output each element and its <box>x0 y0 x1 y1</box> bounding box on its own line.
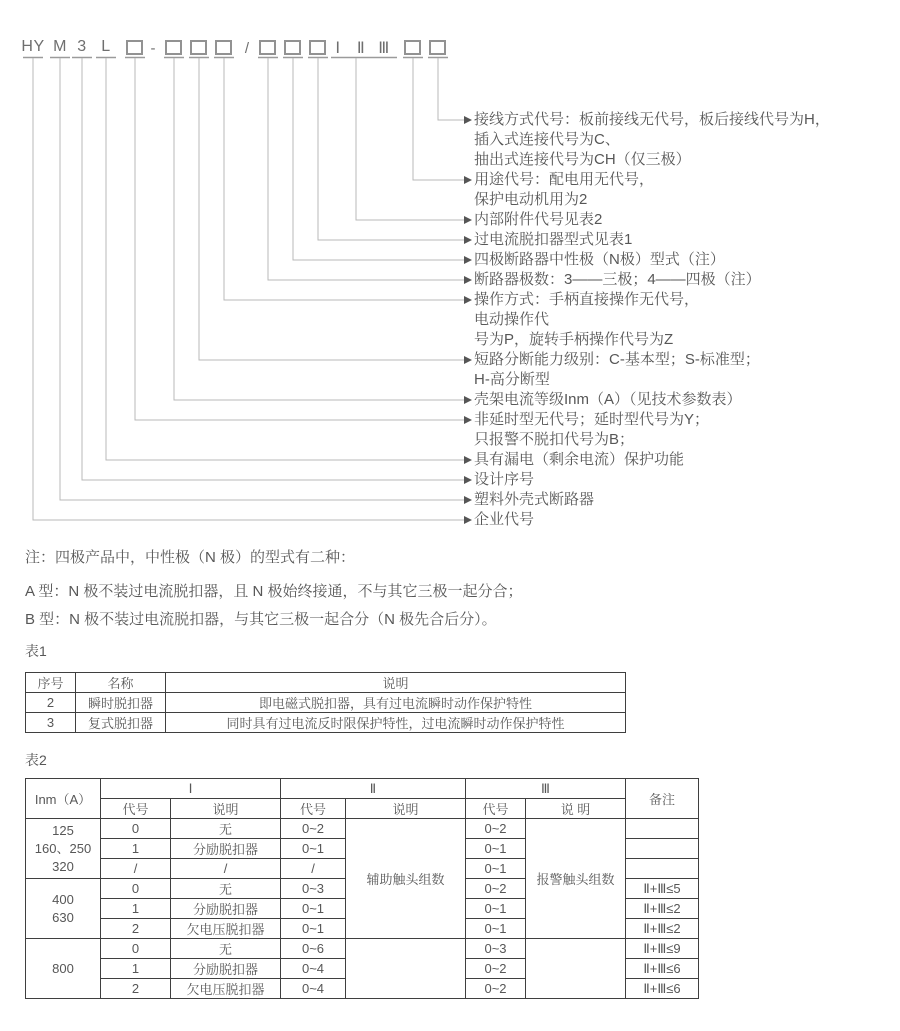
table2-caption: 表2 <box>25 752 47 768</box>
table2-cell-i-code: / <box>101 859 171 879</box>
table1-caption: 表1 <box>25 643 47 659</box>
leader-line <box>318 58 464 240</box>
table2-cell-ii-code: 0~1 <box>281 899 346 919</box>
table2-cell-iii-code: 0~2 <box>466 979 526 999</box>
table1-cell: 复式脱扣器 <box>76 713 166 733</box>
table1-cell: 3 <box>26 713 76 733</box>
code-separator: / <box>244 40 250 57</box>
table2-cell-i-code: 1 <box>101 899 171 919</box>
table2-remark-cell: Ⅱ+Ⅲ≤6 <box>626 979 699 999</box>
code-label-line: 抽出式连接代号为CH（仅三极） <box>474 151 691 168</box>
code-label-line: 内部附件代号见表2 <box>474 211 603 228</box>
table2-cell-i-desc: 分励脱扣器 <box>171 839 281 859</box>
table2-row <box>26 819 699 839</box>
code-label <box>474 290 699 350</box>
code-roman-numeral: Ⅲ <box>378 40 390 57</box>
table2-aux-label-cell: 辅助触头组数 <box>346 819 466 939</box>
code-label-line: 电动操作代 <box>474 311 550 328</box>
code-label-line: 具有漏电（剩余电流）保护功能 <box>474 451 685 468</box>
note-line: 注：四极产品中，中性极（N 极）的型式有二种： <box>25 549 356 566</box>
code-box <box>404 40 421 55</box>
table2-remark-cell: Ⅱ+Ⅲ≤5 <box>626 879 699 899</box>
code-label-line: 非延时型无代号；延时型代号为Y； <box>474 411 710 428</box>
arrow-icon <box>464 416 472 424</box>
code-separator: - <box>150 40 156 57</box>
table1-cell: 瞬时脱扣器 <box>76 693 166 713</box>
code-label-line: 设计序号 <box>474 471 535 488</box>
code-label-line: 断路器极数：3——三极；4——四极（注） <box>474 271 761 288</box>
table2-cell-ii-code: / <box>281 859 346 879</box>
code-label-line: H-高分断型 <box>474 371 550 388</box>
code-box <box>309 40 326 55</box>
arrow-icon <box>464 276 472 284</box>
table2-inm-cell <box>26 879 101 939</box>
arrow-icon <box>464 476 472 484</box>
table2-cell-i-code: 0 <box>101 879 171 899</box>
code-box <box>429 40 446 55</box>
inm-value-line: 400 <box>52 891 74 907</box>
table2-inm-cell <box>26 819 101 879</box>
code-roman-numeral: Ⅱ <box>356 40 366 57</box>
table2-cell-i-desc: 无 <box>171 939 281 959</box>
arrow-icon <box>464 236 472 244</box>
code-label <box>474 230 632 250</box>
code-label-line: 过电流脱扣器型式见表1 <box>474 231 633 248</box>
table2-cell-iii-code: 0~1 <box>466 899 526 919</box>
table1 <box>25 672 626 733</box>
table2-cell-iii-code: 0~1 <box>466 919 526 939</box>
code-label-line: 塑料外壳式断路器 <box>474 491 595 508</box>
table2-body <box>26 819 699 999</box>
table2-row <box>26 939 699 959</box>
arrow-icon <box>464 116 472 124</box>
code-symbol: HY <box>21 38 45 55</box>
code-label <box>474 350 760 390</box>
table2-cell-ii-code: 0~1 <box>281 919 346 939</box>
table2-cell-iii-code: 0~1 <box>466 839 526 859</box>
leader-line <box>174 58 464 400</box>
code-label <box>474 390 742 410</box>
code-label-line: 短路分断能力级别：C-基本型；S-标准型； <box>474 351 760 368</box>
table2 <box>25 778 699 999</box>
table1-row <box>26 693 626 713</box>
note-line: A 型：N 极不装过电流脱扣器，且 N 极始终接通，不与其它三极一起分合； <box>25 583 523 600</box>
table2-subheader-cell: 说明 <box>171 799 281 819</box>
inm-value-line: 800 <box>52 960 74 976</box>
inm-value-line: 320 <box>52 858 74 874</box>
table2-cell-ii-code: 0~4 <box>281 979 346 999</box>
table1-cell: 同时具有过电流反时限保护特性，过电流瞬时动作保护特性 <box>166 713 626 733</box>
table2-cell-i-desc: 欠电压脱扣器 <box>171 979 281 999</box>
table2-cell-i-code: 2 <box>101 979 171 999</box>
leader-line <box>33 58 464 520</box>
table2-aux-empty-cell <box>346 939 466 999</box>
table2-remark-cell: Ⅱ+Ⅲ≤6 <box>626 959 699 979</box>
table1-header-row <box>26 673 626 693</box>
table2-subheader-cell: 代号 <box>101 799 171 819</box>
code-label-line: 号为P，旋转手柄操作代号为Z <box>474 331 674 348</box>
table2-header-row <box>26 779 699 799</box>
table2-header-group: Ⅲ <box>466 779 626 799</box>
leader-line <box>60 58 464 500</box>
table2-cell-i-desc: 分励脱扣器 <box>171 899 281 919</box>
table2-subheader-cell: 代号 <box>466 799 526 819</box>
arrow-icon <box>464 516 472 524</box>
leader-line <box>438 58 464 120</box>
table2-cell-ii-code: 0~3 <box>281 879 346 899</box>
table2-cell-iii-code: 0~2 <box>466 819 526 839</box>
code-label <box>474 270 761 290</box>
table2-header-group: Ⅱ <box>281 779 466 799</box>
table2-cell-ii-code: 0~2 <box>281 819 346 839</box>
code-label-line: 壳架电流等级Inm（A）（见技术参数表） <box>474 391 742 408</box>
table2-cell-i-desc: 无 <box>171 819 281 839</box>
table1-header-cell: 名称 <box>76 673 166 693</box>
code-label <box>474 490 594 510</box>
table2-remark-cell: Ⅱ+Ⅲ≤9 <box>626 939 699 959</box>
arrow-icon <box>464 216 472 224</box>
code-box <box>215 40 232 55</box>
code-label <box>474 170 654 210</box>
code-label <box>474 470 534 490</box>
code-label <box>474 210 602 230</box>
table1-body <box>26 693 626 733</box>
leader-line <box>268 58 464 280</box>
code-box <box>190 40 207 55</box>
table2-subheader-cell: 说明 <box>346 799 466 819</box>
code-label-line: 用途代号：配电用无代号， <box>474 171 655 188</box>
table2-remark-cell: Ⅱ+Ⅲ≤2 <box>626 919 699 939</box>
code-box <box>284 40 301 55</box>
table2-header-group: Ⅰ <box>101 779 281 799</box>
table2-remark-cell <box>626 839 699 859</box>
arrow-icon <box>464 256 472 264</box>
table2-alarm-label-cell: 报警触头组数 <box>526 819 626 939</box>
inm-value-line: 160、250 <box>34 840 92 856</box>
table2-header-inm: Inm（A） <box>26 779 101 819</box>
table2-cell-ii-code: 0~1 <box>281 839 346 859</box>
table2-cell-i-code: 2 <box>101 919 171 939</box>
table1-header-cell: 说明 <box>166 673 626 693</box>
code-label-line: 保护电动机用为2 <box>474 191 588 208</box>
code-box <box>259 40 276 55</box>
table2-cell-i-code: 0 <box>101 819 171 839</box>
table2-cell-i-code: 1 <box>101 959 171 979</box>
table2-remark-cell: Ⅱ+Ⅲ≤2 <box>626 899 699 919</box>
table2-cell-ii-code: 0~4 <box>281 959 346 979</box>
table2-subheader-cell: 说 明 <box>526 799 626 819</box>
code-symbol: L <box>101 38 111 55</box>
table2-header-remark: 备注 <box>626 779 699 819</box>
inm-value-line: 125 <box>52 822 74 838</box>
table2-cell-i-desc: 分励脱扣器 <box>171 959 281 979</box>
table2-alarm-empty-cell <box>526 939 626 999</box>
table1-head <box>26 673 626 693</box>
code-box <box>126 40 143 55</box>
arrow-icon <box>464 296 472 304</box>
inm-value-line: 630 <box>52 909 74 925</box>
code-label <box>474 510 534 530</box>
arrow-icon <box>464 176 472 184</box>
code-roman-numeral: Ⅰ <box>335 40 341 57</box>
table2-subheader-cell: 代号 <box>281 799 346 819</box>
arrow-icon <box>464 396 472 404</box>
table2-cell-i-desc: 欠电压脱扣器 <box>171 919 281 939</box>
table2-cell-i-desc: / <box>171 859 281 879</box>
arrow-icon <box>464 356 472 364</box>
code-label <box>474 110 830 170</box>
table1-cell: 即电磁式脱扣器，具有过电流瞬时动作保护特性 <box>166 693 626 713</box>
code-symbol: M <box>53 38 67 55</box>
table2-inm-cell <box>26 939 101 999</box>
code-label-line: 接线方式代号：板前接线无代号，板后接线代号为H， <box>474 111 830 128</box>
table2-cell-i-desc: 无 <box>171 879 281 899</box>
table2-cell-iii-code: 0~1 <box>466 859 526 879</box>
code-label <box>474 410 709 450</box>
table2-remark-cell <box>626 859 699 879</box>
leader-line <box>135 58 464 420</box>
table1-row <box>26 713 626 733</box>
code-label-line: 企业代号 <box>474 511 535 528</box>
code-box <box>165 40 182 55</box>
code-label <box>474 250 725 270</box>
table2-subheader-row <box>26 799 699 819</box>
table2-cell-ii-code: 0~6 <box>281 939 346 959</box>
leader-line <box>199 58 464 360</box>
leader-line <box>356 58 464 220</box>
table2-cell-iii-code: 0~3 <box>466 939 526 959</box>
table2-remark-cell <box>626 819 699 839</box>
code-label <box>474 450 684 470</box>
table1-cell: 2 <box>26 693 76 713</box>
arrow-icon <box>464 496 472 504</box>
leader-line <box>82 58 464 480</box>
arrow-icon <box>464 456 472 464</box>
code-symbol: 3 <box>77 38 87 55</box>
code-label-line: 四极断路器中性极（N极）型式（注） <box>474 251 725 268</box>
note-line: B 型：N 极不装过电流脱扣器，与其它三极一起合分（N 极先合后分）。 <box>25 611 497 628</box>
code-label-line: 只报警不脱扣代号为B； <box>474 431 635 448</box>
code-label-line: 操作方式：手柄直接操作无代号， <box>474 291 700 308</box>
table1-header-cell: 序号 <box>26 673 76 693</box>
table2-cell-i-code: 0 <box>101 939 171 959</box>
table2-cell-i-code: 1 <box>101 839 171 859</box>
code-label-line: 插入式连接代号为C、 <box>474 131 620 148</box>
table2-cell-iii-code: 0~2 <box>466 959 526 979</box>
leader-line <box>224 58 464 300</box>
table2-cell-iii-code: 0~2 <box>466 879 526 899</box>
table2-head <box>26 779 699 819</box>
